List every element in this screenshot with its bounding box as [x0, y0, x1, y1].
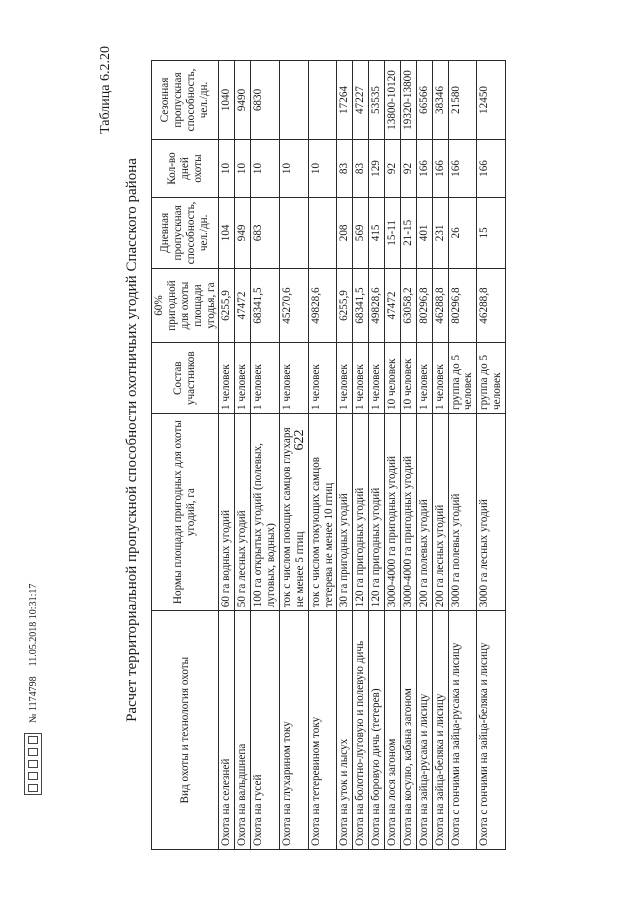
table-row [385, 61, 401, 850]
table-cell: Охота на болотно-луговую и полевую дичь [353, 611, 369, 850]
table-body [219, 61, 506, 850]
table-heading: Расчет территориальной пропускной способности охотничьих угодий Спасского района [124, 158, 140, 722]
table-cell: 21-15 [400, 198, 416, 269]
column-header: Нормы площади пригодных для охоты угодий, га [152, 413, 219, 610]
table-cell: 13800-10120 [385, 61, 401, 140]
table-cell: 49828,6 [369, 268, 385, 343]
table-cell: 83 [353, 139, 369, 197]
table-cell: 166 [448, 139, 477, 197]
table-cell: 12450 [477, 61, 506, 140]
table-cell [308, 61, 337, 140]
table-cell: 46288,8 [432, 268, 448, 343]
table-cell: 3000-4000 га пригодных угодий [400, 413, 416, 610]
hunting-capacity-table [151, 60, 506, 850]
table-cell: Охота на тетеревином току [308, 611, 337, 850]
table-cell: 120 га пригодных угодий [353, 413, 369, 610]
table-row [251, 61, 280, 850]
table-cell: 6255,9 [219, 268, 235, 343]
table-cell: 10 [251, 139, 280, 197]
table-header-row [152, 61, 219, 850]
table-cell: Охота на боровую дичь (тетерев) [369, 611, 385, 850]
table-cell: 68341,5 [251, 268, 280, 343]
table-row [235, 61, 251, 850]
table-cell: 66566 [416, 61, 432, 140]
document-datetime: 11.05.2018 10:31:17 [27, 583, 39, 667]
table-cell: 10 [279, 139, 308, 197]
table-cell: группа до 5 человек [448, 343, 477, 414]
table-cell: 569 [353, 198, 369, 269]
table-row [219, 61, 235, 850]
table-cell: 92 [400, 139, 416, 197]
table-cell: 208 [337, 198, 353, 269]
table-cell: 1 человек [416, 343, 432, 414]
document-id: № 1174798 [27, 676, 39, 723]
table-cell: 166 [416, 139, 432, 197]
column-header: Вид охоты и технология охоты [152, 611, 219, 850]
page-number: 622 [292, 429, 307, 451]
table-cell: 30 га пригодных угодий [337, 413, 353, 610]
table-cell: 6255,9 [337, 268, 353, 343]
table-cell: Охота с гончими на зайца-беляка и лисицу [477, 611, 506, 850]
table-cell: Охота с гончими на зайца-русака и лисицу [448, 611, 477, 850]
table-label: Таблица 6.2.20 [98, 46, 113, 134]
table-cell: 47472 [385, 268, 401, 343]
table-cell: ток с числом токующих самцов тетерева не менее 10 птиц [308, 413, 337, 610]
table-cell: 231 [432, 198, 448, 269]
table-cell: 1 человек [353, 343, 369, 414]
table-row [432, 61, 448, 850]
table-cell: 1040 [219, 61, 235, 140]
table-cell: Охота на лося загоном [385, 611, 401, 850]
table-cell: 3000 га лесных угодий [477, 413, 506, 610]
table-cell: 3000-4000 га пригодных угодий [385, 413, 401, 610]
table-cell: 83 [337, 139, 353, 197]
table-cell: группа до 5 человек [477, 343, 506, 414]
table-cell: 401 [416, 198, 432, 269]
table-cell: 49828,6 [308, 268, 337, 343]
column-header: Дневная пропускная способность, чел./дн. [152, 198, 219, 269]
table-cell: 129 [369, 139, 385, 197]
table-row [477, 61, 506, 850]
table-cell: 15 [477, 198, 506, 269]
table-cell: 166 [477, 139, 506, 197]
table-cell: 200 га лесных угодий [432, 413, 448, 610]
table-cell: 63058,2 [400, 268, 416, 343]
table-cell: 19320-13800 [400, 61, 416, 140]
column-header: 60% пригодной для охоты площади угодья, га [152, 268, 219, 343]
table-cell: 10 [308, 139, 337, 197]
table-cell: 68341,5 [353, 268, 369, 343]
table-cell: 1 человек [235, 343, 251, 414]
column-header: Кол-во дней охоты [152, 139, 219, 197]
table-row [416, 61, 432, 850]
table-row [353, 61, 369, 850]
table-cell: 3000 га полевых угодий [448, 413, 477, 610]
table-cell: 80296,8 [448, 268, 477, 343]
table-cell: Охота на гусей [251, 611, 280, 850]
table-cell: 9490 [235, 61, 251, 140]
table-cell: 683 [251, 198, 280, 269]
table-cell: 1 человек [251, 343, 280, 414]
table-cell: Охота на вальдшнепа [235, 611, 251, 850]
table-cell: 200 га полевых угодий [416, 413, 432, 610]
table-cell: 1 человек [308, 343, 337, 414]
table-cell [279, 198, 308, 269]
table-cell: 415 [369, 198, 385, 269]
table-cell: 17264 [337, 61, 353, 140]
table-cell: Охота на уток и лысух [337, 611, 353, 850]
table-cell: 45270,6 [279, 268, 308, 343]
table-row [279, 61, 308, 850]
table-cell: 50 га лесных угодий [235, 413, 251, 610]
table-cell: 166 [432, 139, 448, 197]
table-cell: Охота на глухарином току [279, 611, 308, 850]
table-cell: 1 человек [432, 343, 448, 414]
table-row [400, 61, 416, 850]
table-cell: 10 человек [400, 343, 416, 414]
table-cell: 80296,8 [416, 268, 432, 343]
table-cell: Охота на зайца-русака и лисицу [416, 611, 432, 850]
table-cell: 53535 [369, 61, 385, 140]
column-header: Сезонная пропускная способность, чел./дн. [152, 61, 219, 140]
table-cell: 120 га пригодных угодий [369, 413, 385, 610]
rotated-table-sheet [98, 30, 618, 850]
table-cell: 21580 [448, 61, 477, 140]
table-cell: 1 человек [337, 343, 353, 414]
table-cell: 10 [219, 139, 235, 197]
table-label-row [98, 30, 114, 850]
table-cell: Охота на косулю, кабана загоном [400, 611, 416, 850]
table-cell: 104 [219, 198, 235, 269]
table-cell [279, 61, 308, 140]
table-cell: 60 га водных угодий [219, 413, 235, 610]
table-cell: Охота на селезней [219, 611, 235, 850]
table-row [369, 61, 385, 850]
table-cell: 47227 [353, 61, 369, 140]
table-cell: 949 [235, 198, 251, 269]
table-cell: ток с числом поющих самцов глухаря не менее 5 птиц [279, 413, 308, 610]
table-cell: 92 [385, 139, 401, 197]
barcode-stamp-icon [24, 733, 42, 795]
table-cell: 6830 [251, 61, 280, 140]
table-cell: 47472 [235, 268, 251, 343]
column-header: Состав участников [152, 343, 219, 414]
document-footer [24, 584, 42, 795]
table-cell: 10 [235, 139, 251, 197]
table-cell: 38346 [432, 61, 448, 140]
table-cell [308, 198, 337, 269]
table-cell: 46288,8 [477, 268, 506, 343]
table-row [448, 61, 477, 850]
table-cell: 100 га открытых угодий (полевых, луговых, водных) [251, 413, 280, 610]
table-cell: 26 [448, 198, 477, 269]
table-cell: Охота на зайца-беляка и лисицу [432, 611, 448, 850]
table-cell: 1 человек [369, 343, 385, 414]
table-cell: 1 человек [279, 343, 308, 414]
table-cell: 10 человек [385, 343, 401, 414]
table-cell: 1 человек [219, 343, 235, 414]
table-row [337, 61, 353, 850]
table-cell: 15-11 [385, 198, 401, 269]
table-row [308, 61, 337, 850]
